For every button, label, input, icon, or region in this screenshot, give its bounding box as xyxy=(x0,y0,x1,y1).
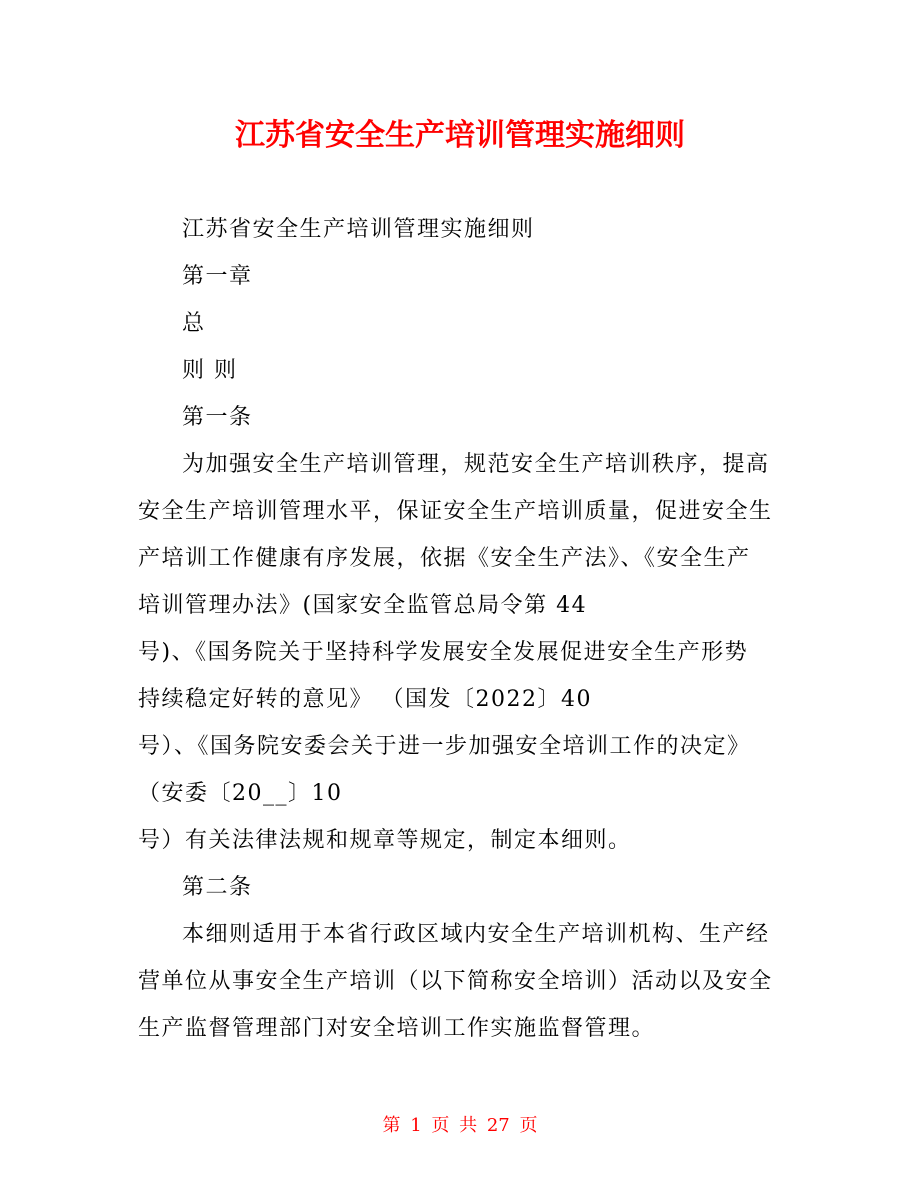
paragraph-line: （安委〔20__〕10 xyxy=(138,781,343,806)
paragraph-line: 营单位从事安全生产培训（以下简称安全培训）活动以及安全 xyxy=(138,969,773,994)
paragraph-line: 产培训工作健康有序发展，依据《安全生产法》、《安全生产 xyxy=(138,546,751,571)
paragraph-line: 持续稳定好转的意见》 （国发〔2022〕40 xyxy=(138,687,592,712)
paragraph-line: 号)、《国务院关于坚持科学发展安全发展促进安全生产形势 xyxy=(138,640,749,665)
paragraph-line: 培训管理办法》(国家安全监管总局令第 44 xyxy=(138,593,588,618)
document-title: 江苏省安全生产培训管理实施细则 xyxy=(235,118,685,153)
paragraph-line: 安全生产培训管理水平，保证安全生产培训质量，促进安全生 xyxy=(138,499,773,524)
paragraph-line: 号）有关法律法规和规章等规定，制定本细则。 xyxy=(138,828,632,853)
paragraph-line: 生产监督管理部门对安全培训工作实施监督管理。 xyxy=(138,1016,656,1041)
article-heading: 第二条 xyxy=(182,875,253,900)
document-body xyxy=(138,206,788,1052)
chapter-heading: 第一章 xyxy=(182,264,253,289)
paragraph-line: 为加强安全生产培训管理，规范安全生产培训秩序，提高 xyxy=(182,452,770,477)
chapter-heading-part: 总 xyxy=(182,311,206,336)
paragraph-line: 江苏省安全生产培训管理实施细则 xyxy=(182,217,535,242)
paragraph-line: 本细则适用于本省行政区域内安全生产培训机构、生产经 xyxy=(182,922,770,947)
page-footer: 第 1 页 共 27 页 xyxy=(382,1115,538,1136)
paragraph-line: 号）、《国务院安委会关于进一步加强安全培训工作的决定》 xyxy=(138,734,751,759)
chapter-heading-part: 则 则 xyxy=(182,358,238,383)
article-heading: 第一条 xyxy=(182,405,253,430)
